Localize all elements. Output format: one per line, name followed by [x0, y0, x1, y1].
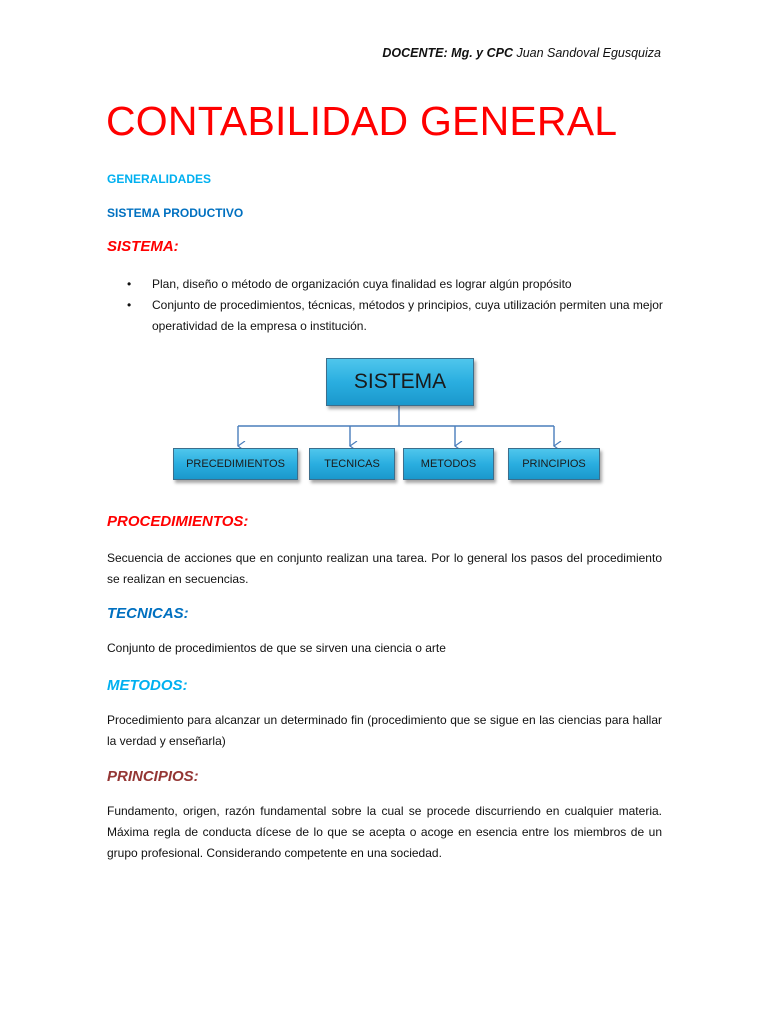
diagram-root-box: SISTEMA: [326, 358, 474, 406]
section-heading-metodos: METODOS:: [107, 677, 188, 694]
list-item: [107, 295, 663, 337]
bullet-text: Plan, diseño o método de organización cuya finalidad es lograr algún propósito: [152, 277, 572, 291]
docente-label: DOCENTE: Mg. y CPC: [382, 46, 513, 60]
diagram-child-box-precedimientos: PRECEDIMIENTOS: [173, 448, 298, 480]
bullet-icon: •: [127, 298, 132, 312]
paragraph-metodos: Procedimiento para alcanzar un determinado fin (procedimiento que se sigue en las ciencias para hallar la verdad y enseñarla): [107, 713, 662, 748]
section-heading-principios: PRINCIPIOS:: [107, 768, 199, 785]
diagram-child-box-principios: PRINCIPIOS: [508, 448, 600, 480]
subheading-sistema-productivo: SISTEMA PRODUCTIVO: [107, 206, 244, 220]
subheading-generalidades: GENERALIDADES: [107, 172, 212, 186]
section-heading-sistema: SISTEMA:: [107, 238, 179, 255]
bullet-icon: •: [127, 277, 132, 291]
list-item: [107, 274, 663, 295]
paragraph-tecnicas: Conjunto de procedimientos de que se sirven una ciencia o arte: [107, 641, 446, 655]
section-heading-tecnicas: TECNICAS:: [107, 605, 189, 622]
docente-header: [382, 46, 661, 60]
bullet-text: Conjunto de procedimientos, técnicas, métodos y principios, cuya utilización permiten una mejor operatividad de la empresa o institución.: [152, 298, 663, 333]
paragraph-procedimientos: Secuencia de acciones que en conjunto realizan una tarea. Por lo general los pasos del procedimiento se realizan en secuencias.: [107, 551, 662, 586]
paragraph-principios: Fundamento, origen, razón fundamental sobre la cual se procede discurriendo en cualquier materia. Máxima regla de conducta dícese de lo que se acepta o acoge en esencia entre los miembros de un grupo profesional. Considerando competente en una sociedad.: [107, 804, 662, 860]
section-heading-procedimientos: PROCEDIMIENTOS:: [107, 513, 249, 530]
diagram-child-box-metodos: METODOS: [403, 448, 494, 480]
docente-name: Juan Sandoval Egusquiza: [512, 46, 661, 60]
page-title: CONTABILIDAD GENERAL: [106, 98, 618, 144]
sistema-bullet-list: [107, 274, 663, 337]
diagram-child-box-tecnicas: TECNICAS: [309, 448, 395, 480]
